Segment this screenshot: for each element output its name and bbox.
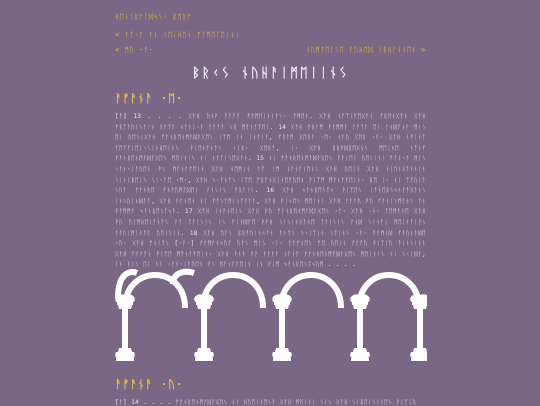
- prev-page-link[interactable]: < ᛗᚢ ·ᚨ·: [115, 46, 154, 54]
- back-to-index-link[interactable]: < ᚨᛏᚲᚨ ᚨᚾ ᛁᛖᛁᚺᛖᚾ ᚠᚨᛗᛖᛚᛖᛁᚾᛁ: [115, 31, 240, 39]
- arches-illustration: [115, 268, 427, 368]
- next-page-link[interactable]: ᚾᚢᛗᛏᛖᚨᛊᛖ ᚹᚢᚺᛖᛞ ᛁᛒᚺᚨᚾᚾᛖᚾ >: [305, 46, 426, 54]
- book-title: ᛒᚱᚲᛊ ᚾᚢᚺᚨᛁᛗᛖᛁᛁᚾᛊ: [192, 66, 349, 81]
- chapter-navigation: [115, 46, 426, 54]
- chapter-text: [ᚨ] 13 . . . . ᚷᚨᚺ ᚢᚾᚹ ᚨᚨᚨᚨ ᚠᚨᛗᛖᛁᚾᛁᚹᛊ· ᚨᛗᛖᚾ. ᚷᚨᚺ ᚾᚨᛉᛁᚹᛖᚷᚨᚾ ᚠᚱᛖᚾᚷᚨᚾ ᚷᚨᚺ ᚠᚱᛏᚨᚢᛁᛊᚨᛁᚾ ᚹᚨᛏᚨ ᛃᚨᚾᛁᚲᚨ ᚨᚨᚨᚨ ᛊᚱ ᛗᚨᚾᚨᛉᛖᛁ. 14 ᚷᚨᚺ ᚠᚱᚨᛗ ᚹᚨᛗᛗᚨ ᚨᚨᛏᚨ ᛖᛁ ᚨᚾᛞᚨᚾᚹ ᛗᛁᛊ ᛖᛁ ᚢᛖᛊᛁᚷᚨᚾ ᚠᚨᚾᚱᛖᚾᛗᚨᛞᚨᚷᛖᛊ ᛁᛉᛖ ᛁᚾ ᛁᚾᚨᛁᚨ, ᚠᚱᚨᛗ ᚷᛖᚱᚨ ·ᛖ· ᚾᚨᚢ ᚷᛖᚱ ·ᚨ· ᚷᚨᚺ ᚾᚹᛁᚾᚨ ᚨᛖᛏᚨᛁᛖᛁᚲᛊᛁᚾᚺᛖᛁᚾᛊ ᚹᛁᛖᚾᚨᚾᚨᛊ ·ᛁᛒ· ᚷᛖᚱᚨ, ᛁᚲ ᚷᚨᚺ ᛒᚱᚹᛞᚱᛖᚷᚾᛊ ᛗᛖᛁᚾᛖ ᚾᚨᚾᚠ ᚠᚨᚾᚱᛖᚾᛗᚨᛞᚨᚷᛖᛊ ᛗᛖᛁᚾᛁᛊ ᚾᛁ ᚾᚨᛏᛁᛊᛖᚷᚨᚾ. 15 ᚾᛁ ᚠᚨᚾᚱᛖᚾᛗᚨᛞᚨᚷᛖᛊ ᚹᚨᛁᛖᛁ ᚢᛖᛊᛁᚾᛁ ᚠᚨᚾᚲᚨ ᛗᛁᛊ ᚲᚨᚾᚲᛁᚨᚢᛖᚾ ᚹᛊ ᛗᚨᚾᚨᚠᛖᛁᚾ ᚷᚨᚺ ᚾᛖᛗᛁᚾ ᚨᛏ ᛁᛗ ᚾᚨᚾᚨᛁᛖᚾᛊ ᚷᚨᚺ ᚢᛖᛁᚾ ᚷᚨᚺ ᚾᛁᚢᚾᚷᚨᚾᚾᛁᚾ ᛊᛁᚾᛁᛒᛖᛁᛊ ᛊᛁᚲᚨᛖ ·ᛗ·, ᚷᚨᚺ ᛊᚲᚨᚾᚨᛊ ᛁᛉᛖ ᚠᚱᚨᚾᚷᛁᚾᛖᚨᚢᛖᚾ ᚹᛁᛉᛗ ᛗᚨᚾᚨᚠᛖᛁᚾ· ᚺᛖ ᛁᚲ ᚾᛁ ᛏᚨᚢᛁᚨ ᛊᚢᚨ ᚠᚨᚾᚱᛖ ᚨᚾᚨᚢᛗᚨᛞᛖᛁ ᚨᚾᛊᛁᛊ ᚠᚱᚨᛁᛊ. 16 ᚷᚨᚺ ᛃᚨᚾᚱᛖᛊᛏᛃ ᚹᛁᛉᛖᛊ ᛁᚨᚾᛖᚱᛊᛃᚾᚨᚨᚷᚨᚾᛊ ᛁᚾᛊᚢᛁᚾᛞᚨᚨ, ᚷᚨᚺ ᚹᚨᚾᛖᚾ ᚾᛁ ᚠᚨᛊᛏᛗᛁᛊᛏᚨᚨᚨ, ᚷᚨᚺ ᚹᛁᛃᛖᛊ ᛗᛖᛁᚾᛁ ᚷᚨᚺ ᚨᚨᚨᚢ ᚹᚢ ᚠᚨᚾᛁᛊᛗᚨᚾᛊ ᚨᚾ ᚹᚨᛗᛗᚨ ᛃᚨᚾᚱᛖᛊᛏᛃᚨ. 17 ᚷᚨᚺ ᛁᚾᚨᚾᛖᛁᛊ ᚷᚨᚺ ᚹᚢ ᚠᚨᚾᚱᛖᚾᛗᚨᛞᚨᚷᛖᛊ ·ᚠ· ᚷᚨᚺ ·ᚾ· ᛏᛖᛗᚨᚾᛖ ᚷᚨᚺ ᚹᚢ ᚢᛁᛗᚺᛖᛁᚨᚾᚨᛊ ᚨᛏ ᛏᚨᛁᛊᛁᛊ ᛁᛊ ᚹᛁᚾᛞᚨᛖ ᚹᚨᚺ ᛊᛁᛊᛁᚾᚷᚨᚾᛖ ᛏᚨᛁᛊᛁᛊ ᚨᚾᛞ ᛊᛁᚾᚨᛁ ᛗᛖᛁᚾᚨᛁᚹᛊ ᚨᚨᚢᛁᛗᛁᚾᚨᚢ ᚢᛖᛁᛊᛁᚾ. 18 ᚷᚨᚺ ᚢᚨᛊ ᛒᚱᚨᚢᛁᚾᛃᚨᚾ ᚨᚾᛏᛊ ᛊᚲᛁᛉᛁᚾ ᛊᛏᛁᚾᛊ ·ᚨ· ᚨᚨᛗᛁᛞ ᚠᚨᚢᚾᚨᛞᛖ ·ᚢ· ᚷᚨᚺ ᚠᚾᛁᛏᛊ [·ᚨ·] ᚠᚨᛗᚨᚾᛃᚢᚨ ᚢᚨᛊ ᛗᛁᛊ ·ᛁ· ᚨᚨᚠᚾᛖᛊ ᚠᛖ ᚢᛖᛁᚾ ᚨᚨᚨᚢ ᚹᛁᛉᛁᚢ ᚨᛁᚾᛊᛁᚾᚾ ᚷᚨᚺ ᚨᚨᚨᚨᚾ ᚹᛁᛉᛖ ᛗᚨᚾᚨᚠᛖᛁᚾ· ᚷᚨᚺ ᚨᚾᚨ ᚹᚨ ᚨᚨᚨᚨ ᚾᚨᚾᚠ ᚠᚨᚾᚱᛖᚾᛗᚨᛞᚨᚷᛖᛊ ᛗᛖᛁᚾᛁᛊ ᚾᛁ ᛊᚲᛁᛞᚨ, ᛁᚾ ᚹᛁᛊ ᛖᛁ ᚾᛁ ᚲᚨᚾᚲᛁᚨᚢᛖᚾ ᚹᛊ ᛗᚨᚾᚨᚠᛖᛁᚾ ᛁᚾ ᚹᛁᛗ ᛃᚨᚾᚱᛖᛊᛏᛃᚢᛗ . . . .: [115, 113, 426, 269]
- site-home-link[interactable]: ᚺᛖᚾᛁᛒᚨᛚᛞᛋᛊᚲ ᛒᛖᚱᚨ: [115, 13, 192, 21]
- chapter-text: [ᚨ] 14 . . . . ᚠᚨᚾᚱᛖᚾᛗᚨᛞᚨᚷᛖᛊ ᚾᛁ ᚺᚢᛖᛁᚾᛖᛊᚨ ᚷᚨᚺ ᛗᛖᛁᚾᛁ ᛊᛁᛊ ᚷᚨᚺ ᛊᛁᛒᛖᛁᛊᛁᚾᛖᛊ ᚹᛁᛉᛁᚢ: [115, 399, 417, 406]
- chapter-heading: ᚨᚠᚨᚾᚨ ·ᚢ·: [115, 378, 184, 391]
- chapter-heading: ᚨᚠᚨᚾᚨ ·ᛖ·: [115, 92, 184, 105]
